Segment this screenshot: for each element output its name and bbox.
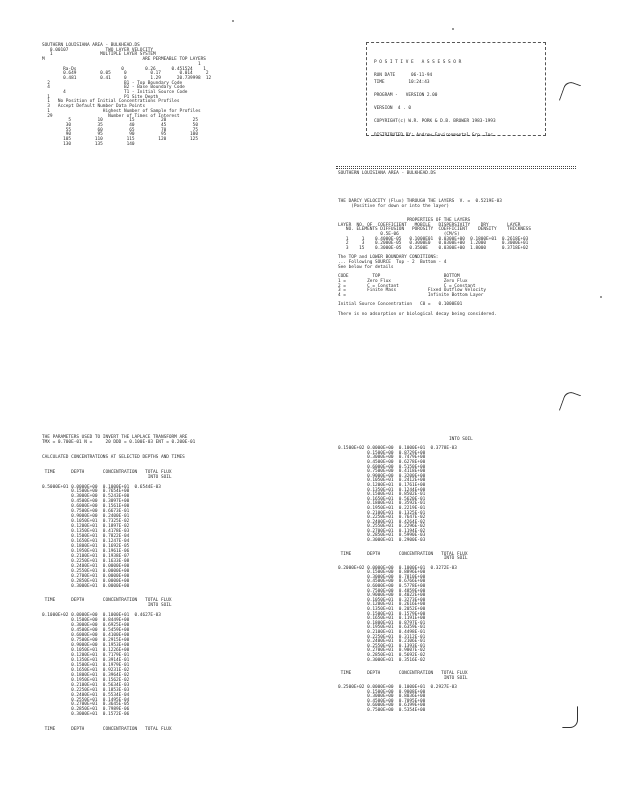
text-line: THE PARAMETERS USED TO INVERT THE LAPLACE TRANSFORM ARE xyxy=(42,435,188,440)
text-line: CALCULATED CONCENTRATIONS AT SELECTED DEPTHS AND TIMES xyxy=(42,454,185,460)
text-line: 1 xyxy=(42,61,201,67)
text-line: INTO SOIL xyxy=(338,556,468,562)
text-line: 0.00107 TWO LAYER VELOCITY xyxy=(42,47,154,53)
text-line: 1 1 0.4000E-05 0.1000E01 0.0300E+00 0.1800E+01 0.2618E+03 xyxy=(338,236,529,242)
text-line: 0.1800E+01 0.1692E-05 xyxy=(42,543,130,549)
text-line: 0.2250E+01 0.1853E-03 xyxy=(42,687,130,693)
text-line: 0.2850E+01 0.0000E+00 xyxy=(42,578,130,584)
layer-properties-block xyxy=(338,200,531,318)
text-line: 4 = Infinite Bottom Layer xyxy=(338,293,484,299)
text-line: 4 T1 - Initial Source Code xyxy=(42,90,188,96)
text-line: 0.2850E+01 0.5692E-02 xyxy=(338,652,426,658)
text-line: 0.1500E+02 0.0000E+00 0.1000E+01 0.3778E-03 xyxy=(338,446,457,452)
text-line: See below for details xyxy=(338,264,394,270)
text-line: 55 60 65 70 75 xyxy=(42,127,198,133)
text-line xyxy=(374,126,496,133)
text-line: 0.649 0.05 0 0.17 0.014 2 xyxy=(42,71,209,77)
text-line: DISTRIBUTED BY: Andrew Environmental Grp. Inc. xyxy=(374,132,496,138)
section-separator-2 xyxy=(336,168,576,169)
text-line: 0.7500E+00 0.2915E+00 xyxy=(42,638,130,644)
text-line: The TOP and LOWER BOUNDARY CONDITIONS: xyxy=(338,255,439,261)
text-line: 0.1050E+01 0.7325E-02 xyxy=(42,519,130,525)
text-line: 0.3000E+01 0.2900E-03 xyxy=(338,538,426,544)
text-line: 0.2850E+01 0.7989E-06 xyxy=(42,707,130,713)
text-line: 0.1050E+01 0.1226E+00 xyxy=(42,647,130,653)
binder-hole-mark xyxy=(559,80,582,106)
text-line: Ra-Ds 0 0.26 0.451524 1 xyxy=(42,66,206,72)
text-line: 1 Highest Number of Sample for Profiles xyxy=(42,108,201,114)
text-line: 0.1350E+01 0.4178E-03 xyxy=(42,529,130,535)
text-line: P O S I T I V E A S S E S S O R xyxy=(374,60,462,65)
text-line: 3 = Finite Mass Fixed Outflow Velocity xyxy=(338,288,487,294)
text-line: (Positive for down or into the layer) xyxy=(338,203,450,209)
text-line: NO. ELEMENTS DIFFUSION POROSITY COEFFICIENT DENSITY THICKNESS xyxy=(338,227,531,233)
text-line: 29 Number of Times of Interest xyxy=(42,113,180,119)
text-line: 0.1500E+00 0.9008E+00 xyxy=(338,689,426,695)
text-line: TIME DEPTH CONCENTRATION TOTAL FLUX xyxy=(42,598,172,604)
text-line: 0.3000E+00 0.5243E+00 xyxy=(42,494,130,500)
text-line: 0.2700E+01 0.3645E-05 xyxy=(42,702,130,708)
text-line: Initial Source Concentration C0 = 0.1000E01 xyxy=(338,302,463,308)
text-line: TMX = 0.700E-01 N = 20 DDD = 0.100E-03 ENT = 0.200E-01 xyxy=(42,439,196,445)
text-line: 0.2250E+01 0.3112E-01 xyxy=(338,634,426,640)
text-line: 1 = Zero Flux Zero Flux xyxy=(338,278,468,284)
text-line: 0.4500E+00 0.5459E+00 xyxy=(42,628,130,634)
speck xyxy=(600,296,602,298)
text-line: 0.3000E+00 0.7810E+00 xyxy=(338,574,426,580)
text-line: 105 110 115 120 125 xyxy=(42,137,198,143)
text-line: 0.1500E+00 0.8896E+00 xyxy=(338,570,426,576)
text-line: 0.2700E+01 0.0000E+00 xyxy=(42,573,130,579)
text-line: 0.2550E+01 0.2296E-02 xyxy=(338,524,426,530)
text-line: 2 B1 - Top Boundary Code xyxy=(42,80,183,86)
text-line: 0.2100E+01 0.1938E-07 xyxy=(42,553,130,559)
text-line: 0.1350E+01 0.2052E+00 xyxy=(338,606,426,612)
text-line: 0.1800E+01 0.3964E-02 xyxy=(42,672,130,678)
text-line: 0.2000E+02 0.0000E+00 0.1000E+01 0.3272E-03 xyxy=(338,565,457,571)
text-line: 0.2550E+01 0.0000E+00 xyxy=(42,568,130,574)
text-line: 0.9000E+00 0.3200E+00 xyxy=(338,473,426,479)
text-line: COPYRIGHT(c) W.R. PORK & D.B. BROWER 1983-1993 xyxy=(374,119,496,125)
text-line: 90 95 90 95 100 xyxy=(42,132,198,138)
text-line: ... Following SOURCE Top - 2 Bottom - 4 xyxy=(338,260,447,266)
text-line: 0.3000E+00 0.6925E+00 xyxy=(42,623,130,629)
text-line: PROGRAM - VERSION 2.00 xyxy=(374,92,438,98)
text-line: 0.2550E+01 0.1495E-04 xyxy=(42,697,130,703)
text-line: 0.1650E+01 0.1247E-04 xyxy=(42,539,130,545)
text-line: 0.2250E+01 0.1633E-08 xyxy=(42,558,130,564)
text-line: 0.2700E+01 0.1194E-02 xyxy=(338,528,426,534)
text-line: 0.1200E+01 0.1761E+00 xyxy=(338,482,426,488)
program-header-text xyxy=(374,60,496,139)
text-line: INTO SOIL xyxy=(338,675,468,681)
text-line: 0.6000E+00 0.6199E+00 xyxy=(338,703,426,709)
text-line: 5 10 15 20 25 xyxy=(42,118,198,124)
text-line: 0.2100E+01 0.1325E-01 xyxy=(338,510,426,516)
text-line: 0.2100E+01 0.4498E-01 xyxy=(338,629,426,635)
text-line: 0.2550E+01 0.1393E-01 xyxy=(338,643,426,649)
text-line: TIME 10:24:43 xyxy=(374,79,430,85)
concentration-table-left xyxy=(42,436,195,733)
text-line: 0.7500E+00 0.4118E+00 xyxy=(338,469,426,475)
text-line: 0.1500E+01 0.1979E-01 xyxy=(42,662,130,668)
text-line: 2 = C = Constant C = Constant xyxy=(338,283,476,289)
report-header: SOUTHERN LOUISIANA AREA - BULKHEAD.DS xyxy=(338,171,436,176)
binder-hole-mark xyxy=(559,390,582,416)
text-line: 0.1350E+01 0.1244E+00 xyxy=(338,487,426,493)
text-line: 0.1200E+01 0.7179E-01 xyxy=(42,652,130,658)
text-line: 0.1650E+01 0.9231E-02 xyxy=(42,667,130,673)
text-line: 0.2500E+02 0.0000E+00 0.1000E+01 0.2927E-03 xyxy=(338,685,457,691)
text-line: 0.2100E+01 0.5634E-03 xyxy=(42,682,130,688)
text-line: M ARE PERMEABLE TOP LAYERS xyxy=(42,57,206,63)
text-line: 130 135 140 xyxy=(42,141,135,147)
text-line: 0.4500E+00 0.6766E+00 xyxy=(338,579,426,585)
text-line: 0.2250E+01 0.7647E-02 xyxy=(338,515,426,521)
text-line: 0.1950E+01 0.6359E-01 xyxy=(338,625,426,631)
text-line: LAYER NO. OF COEFFICIENT MOBILE DISPERSIVITY DRY LAYER xyxy=(338,222,521,228)
text-line: 0.1950E+01 0.1562E-02 xyxy=(42,677,130,683)
text-line: 1 No Position of Initial Concentrations Profiles xyxy=(42,99,180,105)
text-line: 0.6000E+00 0.5150E+00 xyxy=(338,464,426,470)
text-line: 0.1950E+01 0.1961E-06 xyxy=(42,548,130,554)
text-line: 1 P1 Site Depth xyxy=(42,94,159,100)
text-line: 0.2400E+01 0.4264E-02 xyxy=(338,519,426,525)
text-line: 0.1800E+01 0.3592E-01 xyxy=(338,501,426,507)
text-line: 0.1200E+01 0.2616E+00 xyxy=(338,602,426,608)
text-line: 0.2400E+01 0.0000E+00 xyxy=(42,563,130,569)
text-line xyxy=(374,86,496,93)
text-line: INTO SOIL xyxy=(338,437,473,442)
text-line: 0.1500E+01 0.1579E+00 xyxy=(338,611,426,617)
text-line: 0.1650E+01 0.1191E+00 xyxy=(338,616,426,622)
text-line: 0.2700E+01 0.9007E-02 xyxy=(338,648,426,654)
text-line: 4 B2 - Base Boundary Code xyxy=(42,85,185,91)
text-line: 0.7500E+00 0.5354E+00 xyxy=(338,708,426,714)
text-line: 1 MULTIPLE LAYER SYSTEM xyxy=(42,52,156,58)
text-line: TIME DEPTH CONCENTRATION TOTAL FLUX xyxy=(42,727,172,733)
binder-hole-mark xyxy=(562,706,578,728)
text-line: 0.3000E+01 0.1572E-06 xyxy=(42,712,130,718)
text-line: 0.3000E+00 0.7479E+00 xyxy=(338,455,426,461)
text-line: RUN DATE 06-11-94 xyxy=(374,73,433,79)
text-line: 0.9000E+00 0.1953E+00 xyxy=(42,643,130,649)
text-line: PROPERTIES OF THE LAYERS xyxy=(338,217,471,223)
text-line: THE DARCY VELOCITY (Flux) THROUGH THE LAYERS V. = 0.5219E-03 xyxy=(338,199,502,204)
text-line: 0.1500E+00 0.8449E+00 xyxy=(42,618,130,624)
text-line: 0.1000E+02 0.0000E+00 0.1000E+01 0.4627E-03 xyxy=(42,613,161,619)
text-line: 0.9000E+00 0.4022E+00 xyxy=(338,593,426,599)
text-line: 0.6000E+00 0.4100E+00 xyxy=(42,633,130,639)
text-line: 0.1350E+01 0.3914E-01 xyxy=(42,657,130,663)
text-line: 3 Accept Default Number Data Points xyxy=(42,104,146,110)
text-line: 30 35 40 45 50 xyxy=(42,122,198,128)
section-separator xyxy=(336,166,576,167)
text-line: 0.1800E+01 0.8797E-01 xyxy=(338,620,426,626)
text-line: INTO SOIL xyxy=(42,603,172,609)
text-line: 0.1500E+00 0.8729E+00 xyxy=(338,450,426,456)
text-line: SOUTHERN LOUISIANA AREA - BULKHEAD.DS xyxy=(42,43,140,48)
text-line: INTO SOIL xyxy=(42,474,172,480)
text-line: 0.7500E+00 0.6673E-01 xyxy=(42,509,130,515)
text-line: 0.3000E+00 0.8036E+00 xyxy=(338,694,426,700)
text-line: 0.1200E+01 0.1897E-02 xyxy=(42,524,130,530)
text-line: 0.2850E+01 0.5990E-03 xyxy=(338,533,426,539)
text-line: 0.1500E+01 0.8502E-01 xyxy=(338,492,426,498)
text-line: 0.1050E+01 0.2412E+00 xyxy=(338,478,426,484)
text-line: 0.4500E+00 0.7095E+00 xyxy=(338,698,426,704)
text-line: 0.1500E+01 0.7822E-04 xyxy=(42,534,130,540)
text-line: 0.3000E+01 0.3516E-02 xyxy=(338,657,426,663)
text-line: VERSION 4 . 0 xyxy=(374,106,412,112)
text-line: 2 3 0.2000E-05 0.3000E0 0.0300E+00 1.2000 0.3000E+01 xyxy=(338,241,529,247)
concentration-table-right xyxy=(338,438,473,714)
text-line: 0.4500E+00 0.6278E+00 xyxy=(338,459,426,465)
text-line: 0.5E-06 (CM/S) xyxy=(338,231,460,237)
text-line: 0.1500E+00 0.7654E+00 xyxy=(42,489,130,495)
text-line: 0.7500E+00 0.4859E+00 xyxy=(338,588,426,594)
text-line: 0.1650E+01 0.5620E-01 xyxy=(338,496,426,502)
text-line: 0.1950E+01 0.2219E-01 xyxy=(338,505,426,511)
text-line: 0.5000E+01 0.0000E+00 0.1000E+01 0.6544E-03 xyxy=(42,484,161,490)
text-line: 0.2400E+01 0.5534E-04 xyxy=(42,692,130,698)
text-line: TIME DEPTH CONCENTRATION TOTAL FLUX xyxy=(338,671,468,677)
text-line: 0.6000E+00 0.1561E+00 xyxy=(42,504,130,510)
text-line: 0.4500E+00 0.3097E+00 xyxy=(42,499,130,505)
speck xyxy=(452,28,454,30)
text-line: 0.2400E+01 0.2106E-01 xyxy=(338,639,426,645)
text-line: TIME DEPTH CONCENTRATION TOTAL FLUX xyxy=(338,551,468,557)
text-line: 3 15 0.3000E-05 0.3500E 0.0300E+00 1.8000 0.3718E+02 xyxy=(338,246,529,252)
speck xyxy=(232,20,234,22)
text-line: 0.481 0.41 0 1.29 20.739998 12 xyxy=(42,75,212,81)
text-line: TIME DEPTH CONCENTRATION TOTAL FLUX xyxy=(42,469,172,475)
text-line: 0.6000E+00 0.5778E+00 xyxy=(338,584,426,589)
text-line: There is no adsorption or biological decay being considered. xyxy=(338,311,497,317)
text-line: CODE TOP BOTTOM xyxy=(338,274,460,280)
text-line: 0.9000E+00 0.2400E-01 xyxy=(42,514,130,520)
text-line: 0.3000E+01 0.0000E+00 xyxy=(42,583,130,589)
text-line: 0.1050E+01 0.3273E+00 xyxy=(338,597,426,603)
input-listing-block xyxy=(42,44,211,147)
